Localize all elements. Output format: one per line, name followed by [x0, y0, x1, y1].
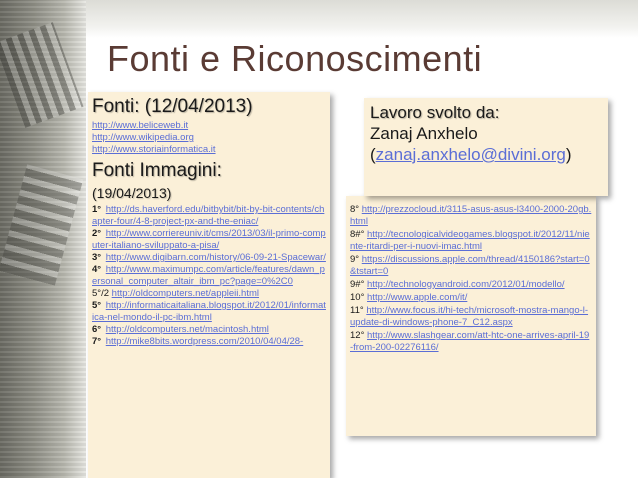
image-source-link[interactable]: http://www.slashgear.com/att-htc-one-arrives-april-19-from-200-02276116/	[350, 330, 590, 353]
image-source-link[interactable]: https://discussions.apple.com/thread/4150186?start=0&tstart=0	[350, 254, 590, 277]
image-source-link[interactable]: http://www.focus.it/hi-tech/microsoft-mostra-mango-l-update-di-windows-phone-7_C12.aspx	[350, 305, 589, 328]
image-source-row	[350, 204, 592, 228]
images-heading: Fonti Immagini:	[92, 160, 222, 181]
left-decoration	[0, 0, 86, 478]
author-email-line	[370, 144, 602, 165]
credits-heading: Lavoro svolto da:	[370, 103, 500, 122]
image-source-row	[92, 252, 326, 264]
author-name: Zanaj Anxhelo	[370, 124, 478, 143]
item-number: 7°	[92, 336, 102, 347]
image-source-link[interactable]: http://www.corriereuniv.it/cms/2013/03/il-primo-computer-italiano-sviluppato-a-pisa/	[92, 228, 326, 251]
image-source-link[interactable]: http://mike8bits.wordpress.com/2010/04/04/28-	[105, 336, 304, 347]
image-source-row	[350, 305, 592, 329]
source-link[interactable]: http://www.wikipedia.org	[92, 132, 194, 143]
image-source-link[interactable]: http://technologyandroid.com/2012/01/modello/	[367, 279, 565, 290]
image-source-link[interactable]: http://www.apple.com/it/	[367, 292, 468, 303]
image-source-row	[92, 300, 326, 324]
sources-heading: Fonti: (12/04/2013)	[92, 96, 253, 117]
item-number: 5°	[92, 300, 102, 311]
item-number: 9#°	[350, 279, 365, 290]
image-source-link[interactable]: http://oldcomputers.net/appleii.html	[111, 288, 259, 299]
open-paren: (	[370, 145, 376, 164]
slide-title: Fonti e Riconoscimenti	[107, 38, 483, 79]
image-source-link[interactable]: http://informaticaitaliana.blogspot.it/2012/01/informatica-nel-mondo-il-pc-ibm.html	[92, 300, 326, 323]
image-source-row	[350, 292, 592, 304]
image-source-link[interactable]: http://www.digibarn.com/history/06-09-21-Spacewar/	[105, 252, 326, 263]
image-source-row	[350, 330, 592, 354]
item-number: 4°	[92, 264, 102, 275]
top-decoration	[86, 0, 638, 38]
item-number: 10°	[350, 292, 365, 303]
source-link[interactable]: http://www.storiainformatica.it	[92, 144, 216, 155]
credits-panel	[364, 98, 608, 196]
image-source-row	[92, 336, 326, 348]
image-source-row	[350, 279, 592, 291]
item-number: 11°	[350, 305, 364, 316]
sources-panel	[88, 92, 330, 478]
image-source-row	[92, 264, 326, 288]
image-source-row	[92, 288, 326, 300]
image-source-row	[350, 229, 592, 253]
author-email-link[interactable]: zanaj.anxhelo@divini.org	[375, 145, 566, 164]
item-number: 8°	[350, 204, 360, 215]
source-link[interactable]: http://www.beliceweb.it	[92, 120, 189, 131]
item-number: 9°	[350, 254, 360, 265]
image-source-row	[92, 204, 326, 228]
images-date: (19/04/2013)	[92, 185, 172, 201]
image-source-link[interactable]: http://ds.haverford.edu/bitbybit/bit-by-bit-contents/chapter-four/4-8-project-px-and-the-eniac/	[92, 204, 325, 227]
item-number: 3°	[92, 252, 102, 263]
image-source-row	[92, 324, 326, 336]
image-source-link[interactable]: http://tecnologicalvideogames.blogspot.it/2012/11/niente-ritardi-per-i-nuovi-imac.html	[350, 229, 590, 252]
item-number: 8#°	[350, 229, 365, 240]
item-number: 1°	[92, 204, 102, 215]
image-sources-continued-panel	[346, 196, 596, 436]
image-source-row	[92, 228, 326, 252]
close-paren: )	[565, 145, 572, 164]
image-source-row	[350, 254, 592, 278]
image-source-link[interactable]: http://oldcomputers.net/macintosh.html	[105, 324, 269, 335]
item-number: 6°	[92, 324, 102, 335]
item-number: 5°/2	[92, 288, 110, 299]
image-source-link[interactable]: http://prezzocloud.it/3115-asus-asus-l3400-2000-20gb.html	[350, 204, 592, 227]
item-number: 12°	[350, 330, 365, 341]
image-source-link[interactable]: http://www.maximumpc.com/article/features/dawn_personal_computer_altair_ibm_pc?page=0%2C0	[92, 264, 325, 287]
item-number: 2°	[92, 228, 102, 239]
